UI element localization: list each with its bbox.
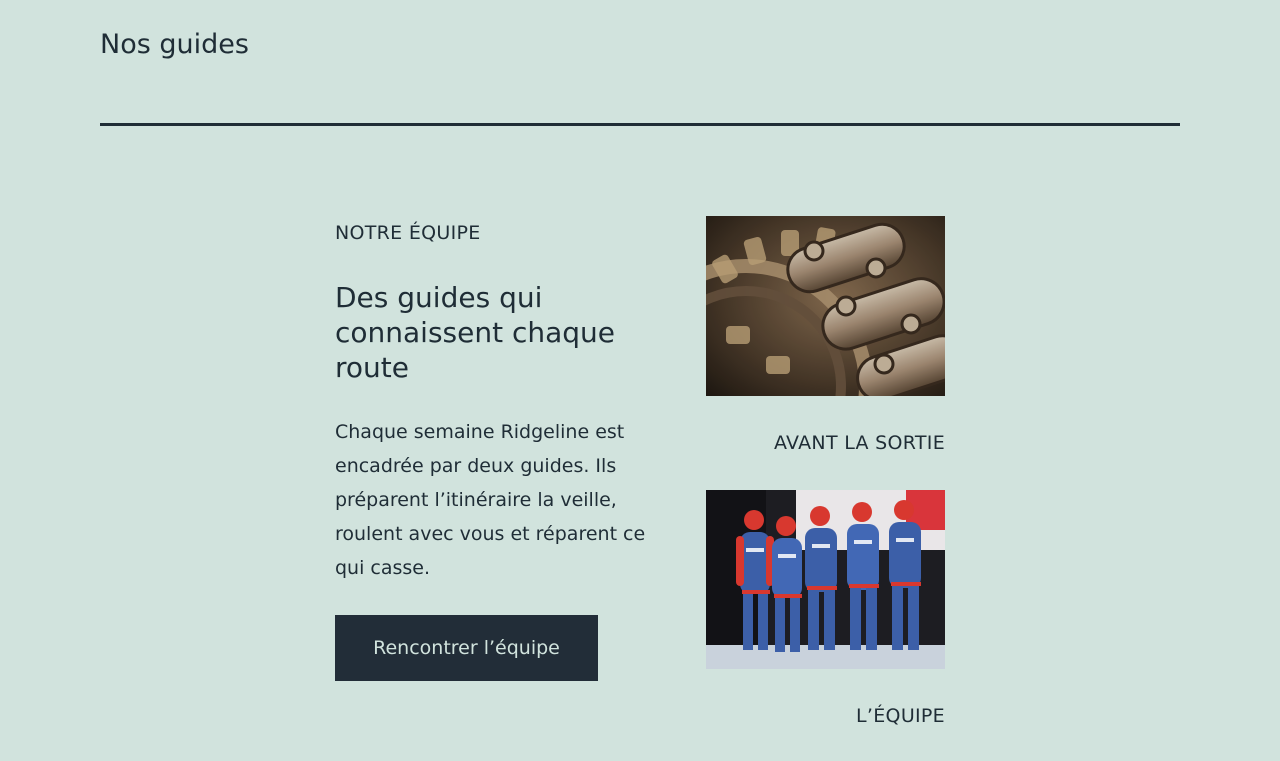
gallery-caption: L’ÉQUIPE xyxy=(856,705,945,727)
section-headline: Des guides qui connaissent chaque route xyxy=(335,281,616,384)
bike-chain-photo xyxy=(706,216,945,396)
page-title: Nos guides xyxy=(100,29,249,60)
cycling-team-photo xyxy=(706,490,945,669)
header-divider xyxy=(100,123,1180,126)
gallery-caption: AVANT LA SORTIE xyxy=(773,432,945,454)
section-eyebrow: NOTRE ÉQUIPE xyxy=(335,222,481,244)
meet-team-button[interactable]: Rencontrer l’équipe xyxy=(335,615,598,681)
section-body: Chaque semaine Ridgeline est encadrée par deux guides. Ils préparent l’itinéraire la veille, roulent avec vous et réparent ce qui casse. xyxy=(335,421,646,579)
